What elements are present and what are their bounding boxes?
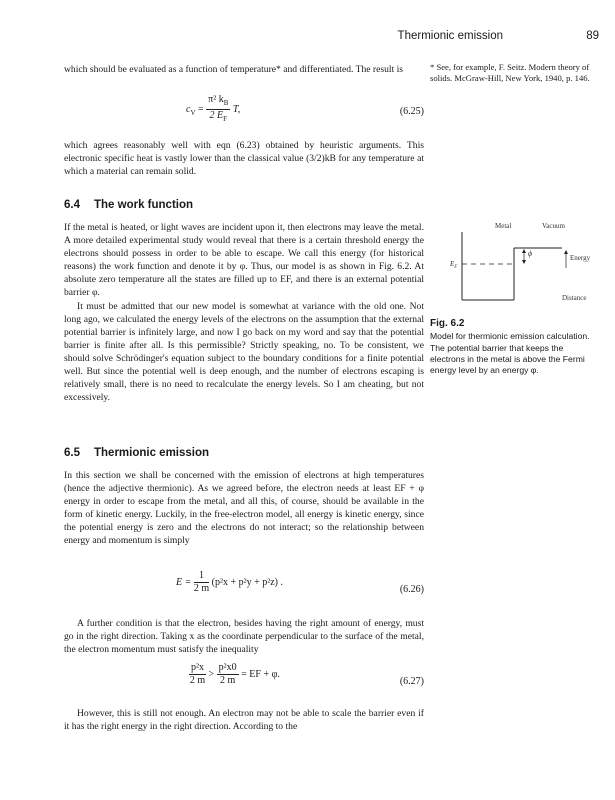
section-number: 6.5 (64, 447, 80, 459)
eq-lhs-sub: V (190, 108, 196, 117)
eq-lhs: c (186, 103, 191, 115)
paragraph-text: which agrees reasonably well with eqn (6.23) obtained by heuristic arguments. This electronic specific heat is vastly lower than the classical value (3/2)kB for any temperature at which a material can remain solid. (64, 140, 424, 178)
distance-label: Distance (562, 294, 587, 302)
eq-den-sub: F (223, 115, 228, 123)
paragraph-text: which should be evaluated as a function of temperature* and differentiated. The result is (64, 64, 404, 75)
equation-label: (6.27) (399, 676, 424, 687)
caption-label: Fig. 6.2 (430, 318, 465, 329)
eq-rhs: T, (232, 103, 241, 115)
paragraph-text: However, this is still not enough. An electron may not be able to scale the barrier even if it has the right energy in the right direction. According to the (64, 708, 424, 733)
figure-caption (430, 318, 600, 376)
paragraph-specific-heat (64, 139, 424, 178)
figure-6-2 (440, 218, 600, 318)
phi-arrowhead (522, 249, 526, 253)
eq-denominator: 2 m (220, 675, 236, 686)
equation-6-27 (64, 662, 424, 702)
eq-rhs: (p²x + p²y + p²z) . (211, 576, 284, 588)
section-title: The work function (94, 199, 194, 211)
section-heading-6-5 (64, 447, 209, 459)
paragraph-text: If the metal is heated, or light waves are incident upon it, then electrons may leave the metal. A more detailed experimental study would reveal that there is a certain threshold energy the electrons should possess in order to be able to escape. We call this energy (for historical reasons) the work function and denote it by φ. Thus, our model is as shown in Fig. 6.2. At absolute zero temperature all the states are filled up to EF, and there is an external potential barrier φ. (64, 222, 424, 299)
equation-6-26 (64, 570, 424, 610)
eq-denominator: 2 m (193, 583, 210, 594)
equation-label: (6.26) (399, 584, 424, 595)
phi-label: ϕ (528, 249, 533, 258)
page-number: 89 (586, 30, 599, 42)
intro-paragraph (64, 63, 424, 76)
section-heading-6-4 (64, 199, 193, 211)
equation-label: (6.25) (399, 106, 424, 117)
eq-operator: > (208, 668, 215, 680)
eq-numerator: p²x0 (218, 662, 237, 673)
eq-fraction (206, 94, 230, 125)
fermi-label: $E_F$ (450, 260, 458, 270)
section-title: Thermionic emission (94, 447, 210, 459)
section-number: 6.4 (64, 199, 80, 211)
footnote-text: * See, for example, F. Seitz. Modern theory of solids. McGraw-Hill, New York, 1940, p. 146. (430, 62, 590, 84)
paragraph-direction (64, 617, 424, 656)
energy-label: Energy (570, 254, 591, 262)
metal-label: Metal (495, 222, 512, 230)
running-header (0, 30, 615, 46)
paragraph-text: It must be admitted that our new model is somewhat at variance with the old one. Not long ago, we calculated the energy levels of the electrons on the assumption that the external potential barrier is infinitely large, and now I go back on my word and say that the potential barrier is finite after all. Is this permissible? Strictly speaking, no. To be consistent, we should solve Schrödinger's equation subject to the boundary conditions for a finite potential well. But since the potential well is deep enough, and the number of electrons escaping is relatively small, there is no need to recalculate the energy levels. So I am cheating, but not excessively. (64, 300, 424, 404)
eq-denominator: 2 E (209, 110, 224, 121)
paragraph-text: In this section we shall be concerned with the emission of electrons at high temperatures (hence the adjective thermionic). As we agreed before, the electron needs at least EF + φ energy in order to escape from the metal, and all this, of course, should be available in the form of kinetic energy. Luckily, in the free-electron model, all energy is kinetic energy, since the potential energy is zero and the electrons do not interact; so the relationship between energy and momentum is simply (64, 470, 424, 547)
eq-numerator: p²x (191, 662, 204, 673)
eq-lhs: E = (176, 576, 192, 588)
eq-num-sub: B (223, 99, 229, 107)
eq-fraction-right (217, 662, 239, 687)
section-6-5-body (64, 469, 424, 548)
eq-fraction (194, 570, 209, 595)
header-title: Thermionic emission (397, 30, 503, 42)
caption-text: Model for thermionic emission calculation. The potential barrier that keeps the electrons in the metal is above the Fermi energy level by an energy φ. (430, 331, 590, 376)
phi-arrowhead-bottom (522, 260, 526, 264)
eq-denominator: 2 m (189, 675, 206, 686)
paragraph-barrier (64, 707, 424, 733)
vacuum-label: Vacuum (542, 222, 565, 230)
paragraph-text: A further condition is that the electron, besides having the right amount of energy, must go in the right direction. Taking x as the coordinate perpendicular to the surface of the metal, the electron momentum must satisfy the inequality (64, 618, 424, 656)
section-6-4-body (64, 221, 424, 404)
eq-rhs: = EF + φ. (241, 668, 280, 680)
eq-numerator: π² k (208, 94, 224, 105)
footnote (430, 62, 600, 84)
energy-arrowhead (564, 250, 568, 254)
equation-6-25: $c_V$ = $\frac{\pi^2 k_B}{2 E_F}$ T, (6.25) (186, 94, 424, 123)
eq-fraction-left (189, 662, 206, 687)
eq-numerator: 1 (194, 570, 209, 583)
